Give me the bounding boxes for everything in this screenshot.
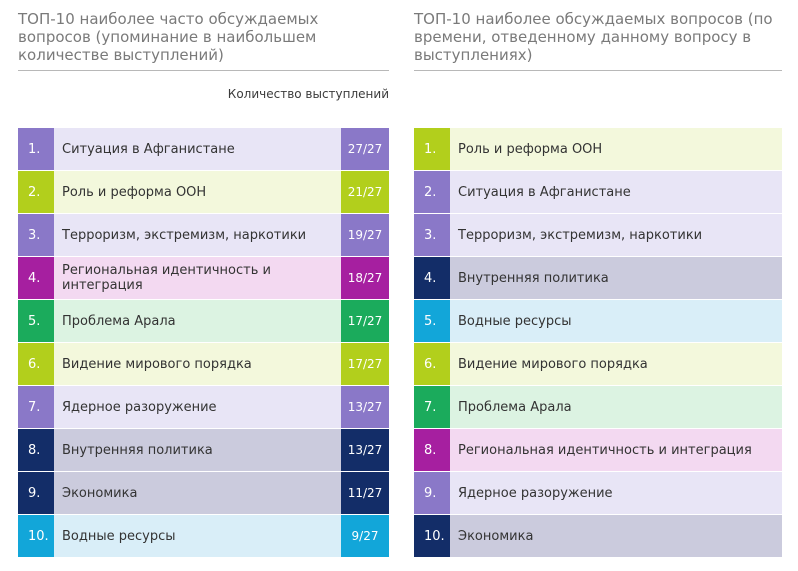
list-item xyxy=(18,214,389,256)
list-item xyxy=(414,515,782,557)
right-ranking-list xyxy=(414,128,782,558)
topic-label: Видение мирового порядка xyxy=(458,356,648,372)
rank-number: 2. xyxy=(414,171,450,213)
rank-number: 4. xyxy=(414,257,450,299)
rank-number: 7. xyxy=(414,386,450,428)
rank-number: 5. xyxy=(18,300,54,342)
topic-label: Ситуация в Афганистане xyxy=(458,184,631,200)
list-item xyxy=(414,214,782,256)
topic-label: Экономика xyxy=(62,485,138,501)
rank-number: 10. xyxy=(18,515,54,557)
list-item xyxy=(18,128,389,170)
mention-count: 13/27 xyxy=(341,386,389,428)
list-item xyxy=(414,171,782,213)
list-item xyxy=(18,343,389,385)
topic-label: Ядерное разоружение xyxy=(62,399,217,415)
rank-number: 5. xyxy=(414,300,450,342)
list-item xyxy=(18,257,389,299)
topic-label: Видение мирового порядка xyxy=(62,356,252,372)
list-item xyxy=(18,386,389,428)
list-item xyxy=(414,386,782,428)
topic-label: Роль и реформа ООН xyxy=(62,184,207,200)
mention-count: 17/27 xyxy=(341,343,389,385)
right-panel-title: ТОП-10 наиболее обсуждаемых вопросов (по времени, отведенному данному вопросу в выступлениях) xyxy=(414,10,782,71)
list-item xyxy=(414,257,782,299)
mention-count: 9/27 xyxy=(341,515,389,557)
mention-count: 11/27 xyxy=(341,472,389,514)
topic-label: Экономика xyxy=(458,528,534,544)
list-item xyxy=(18,171,389,213)
rank-number: 9. xyxy=(414,472,450,514)
rank-number: 2. xyxy=(18,171,54,213)
list-item xyxy=(18,515,389,557)
mention-count: 21/27 xyxy=(341,171,389,213)
list-item xyxy=(18,429,389,471)
topic-label: Проблема Арала xyxy=(62,313,176,329)
left-ranking-list xyxy=(18,128,389,558)
topic-label: Терроризм, экстремизм, наркотики xyxy=(458,227,703,243)
list-item xyxy=(414,128,782,170)
rank-number: 7. xyxy=(18,386,54,428)
topic-label: Региональная идентичность и интеграция xyxy=(458,442,752,458)
mention-count: 19/27 xyxy=(341,214,389,256)
mention-count: 13/27 xyxy=(341,429,389,471)
list-item xyxy=(414,300,782,342)
rank-number: 6. xyxy=(18,343,54,385)
rank-number: 10. xyxy=(414,515,450,557)
topic-label: Внутренняя политика xyxy=(458,270,609,286)
list-item xyxy=(414,472,782,514)
mention-count: 17/27 xyxy=(341,300,389,342)
left-panel-title: ТОП-10 наиболее часто обсуждаемых вопросов (упоминание в наибольшем количестве выступлений) xyxy=(18,10,389,71)
rank-number: 3. xyxy=(414,214,450,256)
topic-label: Внутренняя политика xyxy=(62,442,213,458)
topic-label: Ядерное разоружение xyxy=(458,485,613,501)
rank-number: 9. xyxy=(18,472,54,514)
topic-label: Терроризм, экстремизм, наркотики xyxy=(62,227,307,243)
rank-number: 1. xyxy=(18,128,54,170)
rank-number: 8. xyxy=(18,429,54,471)
rank-number: 8. xyxy=(414,429,450,471)
left-panel xyxy=(18,0,389,544)
mention-count: 27/27 xyxy=(341,128,389,170)
rank-number: 1. xyxy=(414,128,450,170)
mention-count: 18/27 xyxy=(341,257,389,299)
list-item xyxy=(18,472,389,514)
list-item xyxy=(18,300,389,342)
right-panel xyxy=(414,0,782,544)
list-item xyxy=(414,343,782,385)
list-item xyxy=(414,429,782,471)
topic-label: Региональная идентичность и интеграция xyxy=(62,263,271,293)
rank-number: 4. xyxy=(18,257,54,299)
topic-label: Водные ресурсы xyxy=(62,528,176,544)
topic-label: Водные ресурсы xyxy=(458,313,572,329)
topic-label: Роль и реформа ООН xyxy=(458,141,603,157)
topic-label: Проблема Арала xyxy=(458,399,572,415)
count-column-header: Количество выступлений xyxy=(227,87,389,101)
rank-number: 3. xyxy=(18,214,54,256)
rank-number: 6. xyxy=(414,343,450,385)
topic-label: Ситуация в Афганистане xyxy=(62,141,235,157)
